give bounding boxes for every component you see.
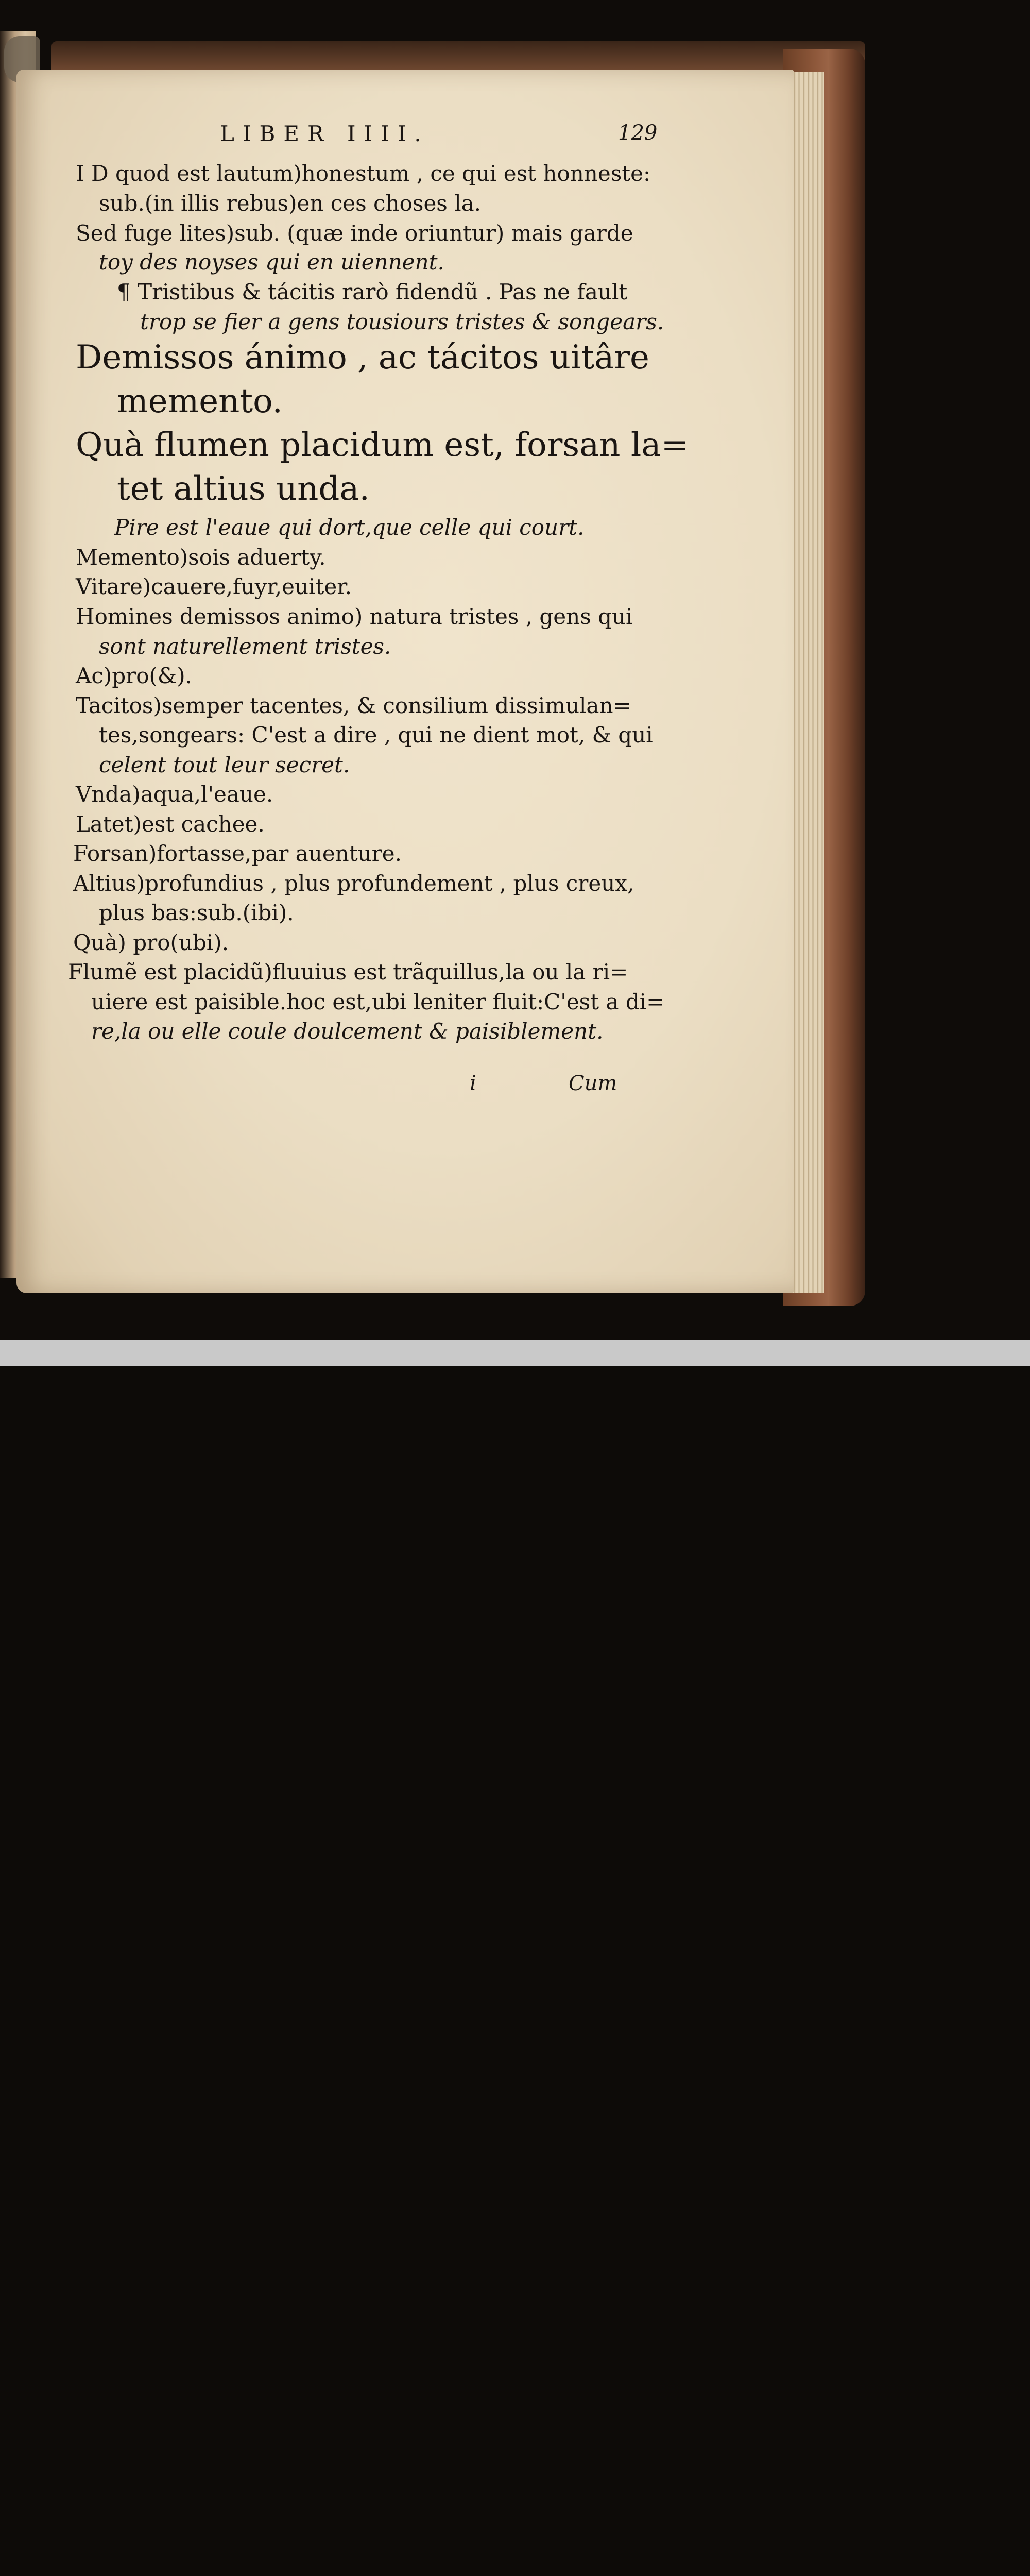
text-line: re,la ou elle coule doulcement & paisiblement. xyxy=(91,1019,604,1044)
text-line: uiere est paisible.hoc est,ubi leniter fluit:C'est a di= xyxy=(91,989,665,1014)
text-line: toy des noyses qui en uiennent. xyxy=(99,249,444,275)
text-line: I D quod est lautum)honestum , ce qui est honneste: xyxy=(76,161,651,186)
text-line: plus bas:sub.(ibi). xyxy=(99,900,294,925)
text-line: Homines demissos animo) natura tristes , gens qui xyxy=(76,604,633,629)
text-line: Vitare)cauere,fuyr,euiter. xyxy=(76,574,352,599)
text-line: celent tout leur secret. xyxy=(99,752,350,777)
text-line: trop se fier a gens tousiours tristes & songears. xyxy=(140,309,664,334)
text-line: Altius)profundius , plus profundement , plus creux, xyxy=(73,871,634,896)
signature-mark: i xyxy=(470,1072,476,1095)
text-line: sont naturellement tristes. xyxy=(99,634,391,659)
text-line: Ac)pro(&). xyxy=(76,663,192,688)
text-line: Quà) pro(ubi). xyxy=(73,930,229,955)
verse-line: tet altius unda. xyxy=(117,470,370,508)
printed-page xyxy=(16,70,794,1293)
text-line: tes,songears: C'est a dire , qui ne dient mot, & qui xyxy=(99,722,653,748)
text-line: Latet)est cachee. xyxy=(76,811,265,837)
text-line: Vnda)aqua,l'eaue. xyxy=(76,782,273,807)
verse-line: memento. xyxy=(117,382,283,420)
running-head: LIBER IIII. xyxy=(220,121,430,146)
page-number: 129 xyxy=(618,121,658,145)
text-line: Pire est l'eaue qui dort,que celle qui court. xyxy=(114,515,585,540)
catchword: Cum xyxy=(569,1072,617,1095)
verse-line: Demissos ánimo , ac tácitos uitâre xyxy=(76,338,649,377)
text-line: Sed fuge lites)sub. (quæ inde oriuntur) mais garde xyxy=(76,221,633,246)
text-line: Memento)sois aduerty. xyxy=(76,545,326,570)
text-line: Forsan)fortasse,par auenture. xyxy=(73,841,402,866)
text-line: ¶ Tristibus & tácitis rarò fidendũ . Pas ne fault xyxy=(117,279,628,304)
page-content xyxy=(16,70,794,1293)
viewer-footer-bar xyxy=(0,1340,1030,1366)
text-line: sub.(in illis rebus)en ces choses la. xyxy=(99,191,482,216)
verse-line: Quà flumen placidum est, forsan la= xyxy=(76,426,689,464)
text-line: Tacitos)semper tacentes, & consilium dissimulan= xyxy=(76,693,631,718)
text-line: Flumẽ est placidũ)fluuius est trãquillus,la ou la ri= xyxy=(68,959,628,985)
